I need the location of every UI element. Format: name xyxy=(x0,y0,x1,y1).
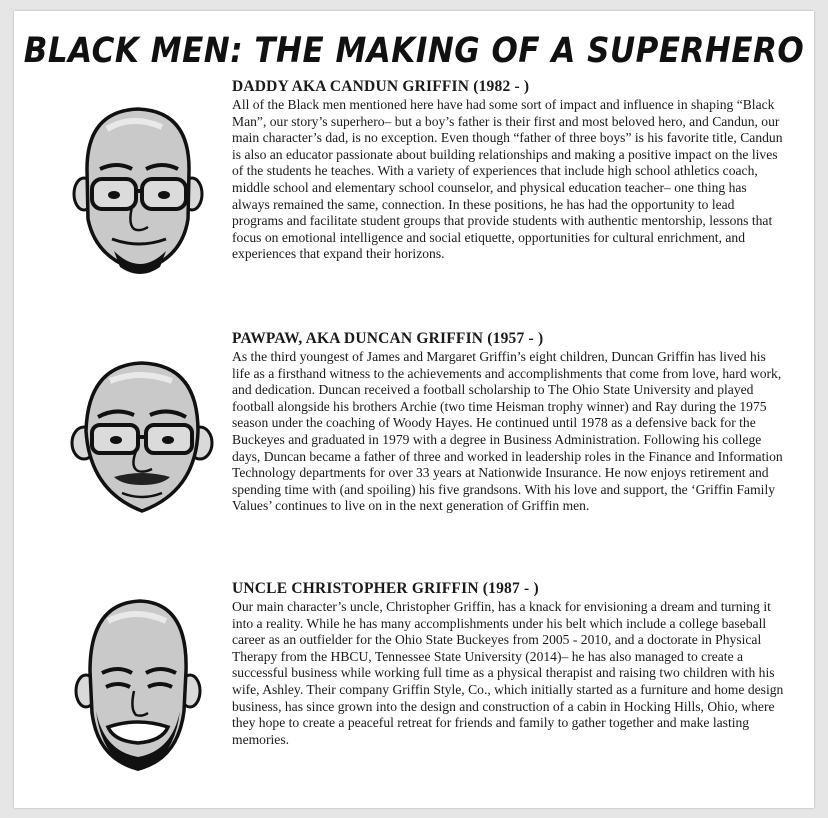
document-page xyxy=(14,11,814,808)
candun-portrait-illustration xyxy=(62,99,212,279)
section-body: Our main character’s uncle, Christopher Griffin, has a knack for envisioning a dream and turning it into a reality. While he has many accomplishments under his belt which include a college baseball career as an outfielder for the Ohio State Buckeyes from 2005 - 2010, and a doctorate in Physical Therapy from the HBCU, Tennessee State University (2014)– he has also managed to create a successful business while working full time as a physical therapist and raising two children with his wife, Ashley. Their company Griffin Style, Co., which initially started as a furniture and home design business, has since grown into the design and construction of a cabin in Hocking Hills, Ohio, where they hope to create a peaceful retreat for friends and family to gather together and make lasting memories. xyxy=(232,599,784,747)
section-heading: PAWPAW, AKA DUNCAN GRIFFIN (1957 - ) xyxy=(232,330,544,347)
section-heading: DADDY AKA CANDUN GRIFFIN (1982 - ) xyxy=(232,78,530,95)
christopher-portrait-illustration xyxy=(62,591,212,776)
candun-text-block xyxy=(232,77,787,263)
duncan-portrait-illustration xyxy=(62,351,222,521)
section-heading: UNCLE CHRISTOPHER GRIFFIN (1987 - ) xyxy=(232,580,539,597)
section-body: As the third youngest of James and Margaret Griffin’s eight children, Duncan Griffin has lived his life as a firsthand witness to the achievements and accomplishments that come from love, hard work, and dedication. Duncan received a football scholarship to The Ohio State University and played football alongside his brothers Archie (two time Heisman trophy winner) and Ray during the 1975 season under the coaching of Woody Hayes. He continued until 1978 as a defensive back for the Buckeyes and graduated in 1979 with a degree in Business Administration. Following his college days, Duncan became a father of three and worked in leadership roles in the Finance and Information Technology departments for over 33 years at Nationwide Insurance. He now enjoys retirement and spending time with (and spoiling) his five grandsons. With his love and support, the ‘Griffin Family Values’ continues to live on in the next generation of Griffin men. xyxy=(232,349,783,514)
page-title: BLACK MEN: THE MAKING OF A SUPERHERO xyxy=(23,30,805,72)
duncan-text-block xyxy=(232,329,787,515)
christopher-text-block xyxy=(232,579,787,748)
section-body: All of the Black men mentioned here have had some sort of impact and influence in shaping “Black Man”, our story’s superhero– but a boy’s father is their first and most beloved hero, and Candun, our main character’s dad, is no exception. Even though “father of three boys” is his favorite title, Candun is also an educator passionate about building relationships and making a positive impact on the lives of the students he teaches. With a variety of experiences that include high school athletics coach, middle school and elementary school counselor, and physical education teacher– one thing has always remained the same, connection. In these positions, he has had the opportunity to lead programs and facilitate student groups that provide students with authentic mentorship, lessons that focus on emotional intelligence and social etiquette, opportunities for cultural enrichment, and experiences that expand their horizons. xyxy=(232,97,783,262)
